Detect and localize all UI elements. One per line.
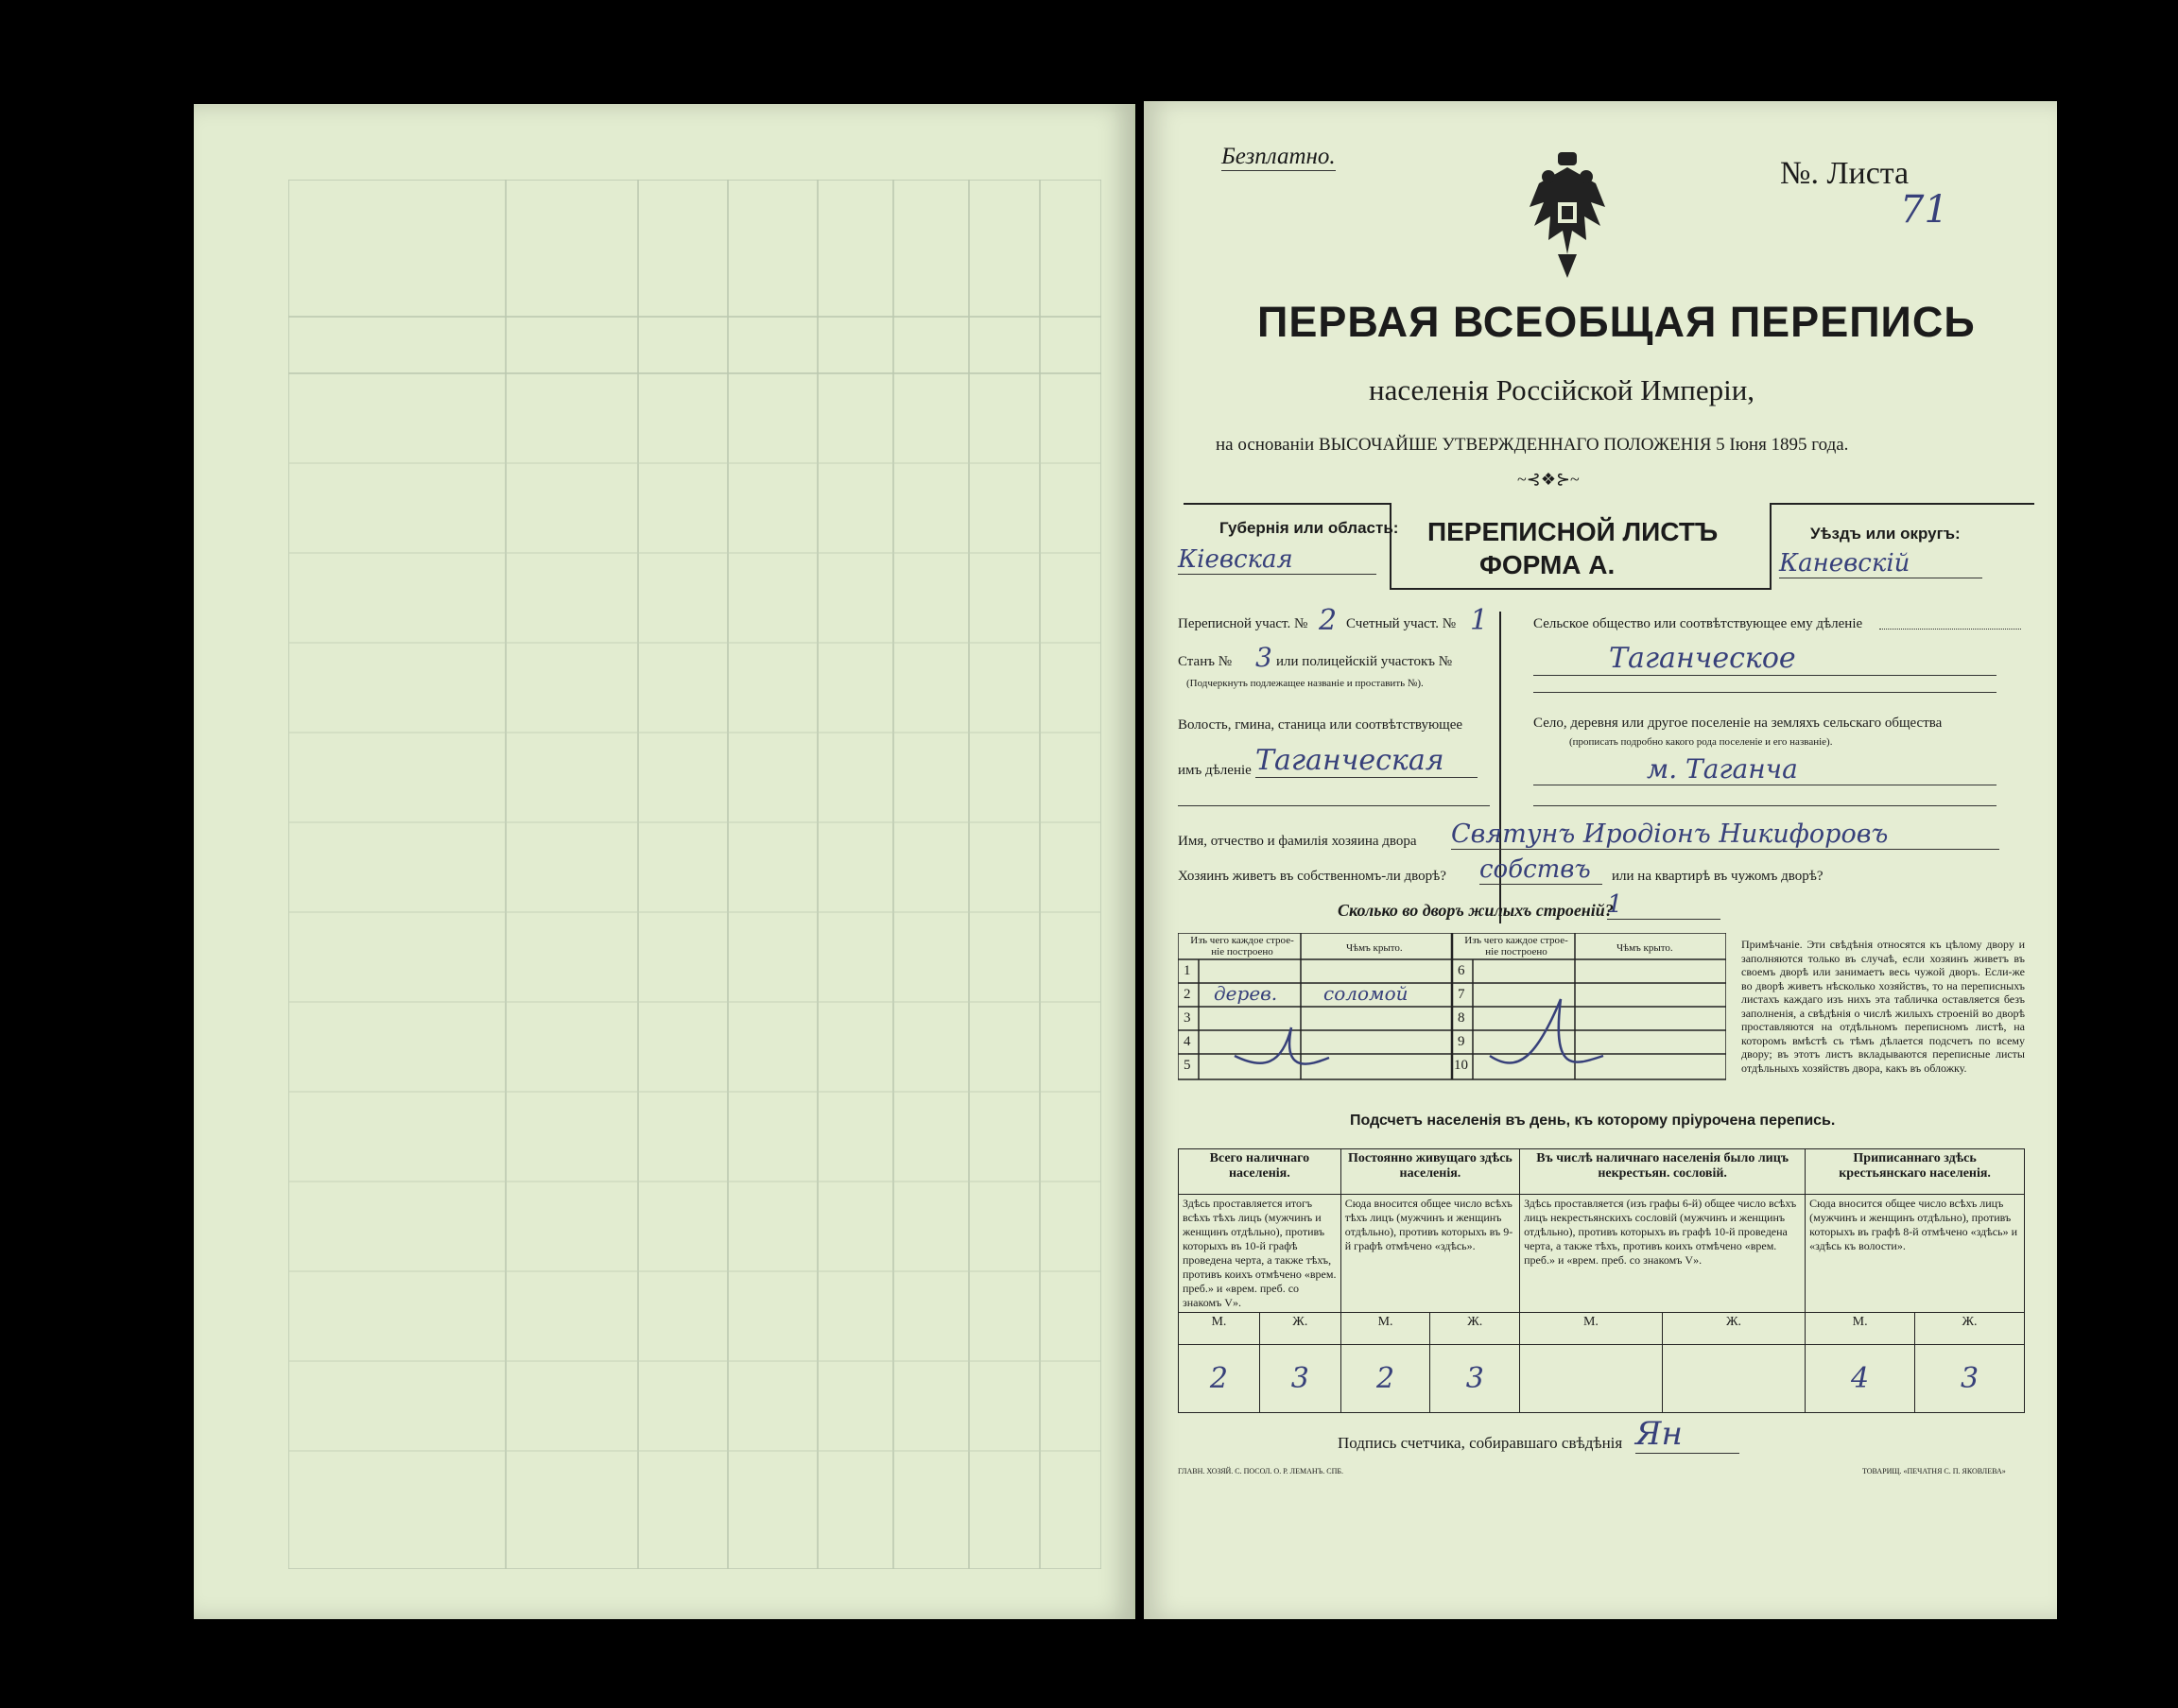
bt-col2-right: Чѣмъ крыто. (1616, 942, 1673, 954)
bt-col1-left: Изъ чего каждое строе-ніе построено (1190, 935, 1294, 958)
bt-row-8: 8 (1458, 1010, 1465, 1026)
owner-name-label: Имя, отчество и фамилія хозяина двора (1178, 834, 1417, 849)
bt-material-entry: дерев. (1214, 982, 1278, 1005)
uezd-label: Уѣздъ или округъ: (1810, 525, 1961, 543)
bt-row-7: 7 (1458, 987, 1465, 1002)
bt-row-5: 5 (1184, 1058, 1191, 1073)
left-page (194, 104, 1135, 1619)
tally-zh-1: Ж. (1259, 1313, 1340, 1345)
bt-row-2: 2 (1184, 987, 1191, 1002)
tally-value-3: 2 (1340, 1345, 1430, 1413)
volost-extra-line (1178, 805, 1490, 806)
society-value: Таганческое (1533, 642, 1996, 676)
bt-roof-entry: соломой (1323, 982, 1409, 1005)
buildings-value: 1 (1607, 890, 1720, 920)
page-title: ПЕРВАЯ ВСЕОБЩАЯ ПЕРЕПИСЬ (1257, 298, 1976, 346)
tally-desc-4: Сюда вносится общее число всѣхъ лицъ (мужчинъ и женщинъ отдѣльно), противъ которыхъ въ графѣ 8-й отмѣчено «здѣсь» и «здѣсь къ волости». (1806, 1195, 2025, 1313)
free-label: Безплатно. (1221, 144, 1336, 169)
ghost-table-lines (288, 180, 1101, 1569)
village-extra-line (1533, 805, 1996, 806)
stan-note: (Подчеркнуть подлежащее названіе и проставить №). (1186, 678, 1424, 689)
tally-zh-4: Ж. (1915, 1313, 2025, 1345)
volost-value: Таганческая (1255, 744, 1478, 778)
police-label: или полицейскій участокъ № (1276, 654, 1453, 669)
village-label: Село, деревня или другое поселеніе на земляхъ сельскаго общества (1533, 716, 1943, 731)
tally-value-7: 4 (1806, 1345, 1915, 1413)
uchastok-label: Переписной участ. № (1178, 616, 1308, 631)
schet-value: 1 (1470, 604, 1489, 637)
tally-table (1178, 1148, 2025, 1413)
tally-desc-2: Сюда вносится общее число всѣхъ тѣхъ лицъ (мужчинъ и женщинъ отдѣльно), противъ которыхъ въ 9-й графѣ отмѣчено «здѣсь». (1340, 1195, 1519, 1313)
tally-m-2: М. (1340, 1313, 1430, 1345)
uchastok-value: 2 (1319, 604, 1338, 637)
tally-m-4: М. (1806, 1313, 1915, 1345)
society-line (1879, 629, 2021, 630)
gubernia-value: Кіевская (1178, 545, 1376, 575)
gubernia-label: Губернія или область: (1219, 519, 1399, 537)
stan-label: Станъ № (1178, 654, 1233, 669)
sheet-title-2: ФОРМА А. (1479, 550, 1616, 579)
tally-value-2: 3 (1259, 1345, 1340, 1413)
village-value: м. Таганча (1533, 753, 1996, 785)
society-label: Сельское общество или соотвѣтствующее ему дѣленіе (1533, 616, 1863, 631)
village-note: (прописать подробно какого рода поселеніе и его названіе). (1569, 736, 1833, 748)
bt-row-4: 4 (1184, 1034, 1191, 1049)
sheet-title-1: ПЕРЕПИСНОЙ ЛИСТЪ (1427, 517, 1719, 546)
tally-value-6 (1662, 1345, 1805, 1413)
tally-value-8: 3 (1915, 1345, 2025, 1413)
volost-label: Волость, гмина, станица или соотвѣтствующее (1178, 717, 1463, 733)
bt-row-3: 3 (1184, 1010, 1191, 1026)
bt-row-6: 6 (1458, 963, 1465, 978)
owner-name-value: Святунъ Иродіонъ Никифоровъ (1451, 819, 1999, 850)
tally-zh-3: Ж. (1662, 1313, 1805, 1345)
imprint-right: ТОВАРИЩ. «ПЕЧАТНЯ С. П. ЯКОВЛЕВА» (1862, 1467, 2006, 1475)
tally-m-3: М. (1520, 1313, 1663, 1345)
bt-col2-left: Чѣмъ крыто. (1346, 942, 1403, 954)
sheet-number-value: 71 (1900, 188, 1948, 232)
tally-m-1: М. (1179, 1313, 1260, 1345)
tally-value-1: 2 (1179, 1345, 1260, 1413)
tally-desc-1: Здѣсь проставляется итогъ всѣхъ тѣхъ лицъ (мужчинъ и женщинъ отдѣльно), противъ которыхъ въ 10-й графѣ проведена черта, а также тѣхъ, противъ коихъ отмѣчено «врем. преб.» и «врем. преб. со знакомъ V». (1179, 1195, 1341, 1313)
tally-zh-2: Ж. (1430, 1313, 1520, 1345)
own-yard-label: Хозяинъ живетъ въ собственномъ-ли дворѣ? (1178, 869, 1446, 884)
volost-label2: имъ дѣленіе (1178, 763, 1252, 778)
society-extra-line (1533, 692, 1996, 693)
own-yard-label2: или на квартирѣ въ чужомъ дворѣ? (1612, 869, 1824, 884)
tally-header-2: Постоянно живущаго здѣсь населенія. (1340, 1149, 1519, 1195)
tally-title: Подсчетъ населенія въ день, къ которому пріурочена перепись. (1350, 1113, 1836, 1129)
sheet-number-label: №. Листа (1780, 156, 1910, 191)
double-headed-eagle-emblem (1520, 150, 1615, 283)
schet-label: Счетный участ. № (1346, 616, 1457, 631)
buildings-label: Сколько во дворъ жилыхъ строеній? (1338, 901, 1614, 920)
tally-header-1: Всего наличнаго населенія. (1179, 1149, 1341, 1195)
tally-header-3: Въ числѣ наличнаго населенія было лицъ некрестьян. сословій. (1520, 1149, 1806, 1195)
bt-row-9: 9 (1458, 1034, 1465, 1049)
tally-value-4: 3 (1430, 1345, 1520, 1413)
imprint-left: ГЛАВН. ХОЗЯЙ. С. ПОСОЛ. О. Р. ЛЕМАНЪ. СПБ. (1178, 1467, 1343, 1475)
signature-label: Подпись счетчика, собиравшаго свѣдѣнія (1338, 1434, 1623, 1452)
page-subtitle: населенія Россійской Имперіи, (1369, 373, 1755, 406)
signature-value: Ян (1635, 1415, 1739, 1454)
bt-row-1: 1 (1184, 963, 1191, 978)
bt-col1-right: Изъ чего каждое строе-ніе построено (1464, 935, 1568, 958)
uezd-value: Каневскій (1779, 549, 1982, 578)
tally-desc-3: Здѣсь проставляется (изъ графы 6-й) общее число всѣхъ лицъ некрестьянскихъ сословій (мужчинъ и женщинъ отдѣльно), противъ которыхъ въ графѣ 10-й проведена черта, а также тѣхъ, противъ коихъ отмѣчено «врем. преб.» и «врем. преб. со знакомъ V». (1520, 1195, 1806, 1313)
basis-line: на основаніи ВЫСОЧАЙШЕ УТВЕРЖДЕННАГО ПОЛОЖЕНІЯ 5 Іюня 1895 года. (1216, 435, 1849, 455)
ornament: ~⊰❖⊱~ (1517, 470, 1580, 489)
bt-row-10: 10 (1454, 1058, 1468, 1073)
own-yard-value: собствъ (1479, 855, 1602, 885)
right-page (1144, 101, 2057, 1619)
note-text: Примѣчаніе. Эти свѣдѣнія относятся къ цѣлому двору и заполняются только въ случаѣ, если хозяинъ живетъ въ своемъ дворѣ или занимаетъ весь чужой дворъ. Если-же во дворѣ живетъ нѣсколько хозяйствъ, то на переписныхъ листахъ каждаго изъ нихъ эта табличка оставляется безъ заполненія, а свѣдѣнія о числѣ жилыхъ строеній во дворѣ проставляются на отдѣльномъ переписномъ листѣ, на которомъ вмѣстѣ съ тѣмъ дѣлается подсчетъ по всему двору; въ этотъ листъ вкладываются переписные листы отдѣльныхъ хозяйствъ двора, какъ въ обложку. (1741, 938, 2025, 1075)
tally-value-5 (1520, 1345, 1663, 1413)
stan-value: 3 (1255, 642, 1272, 673)
tally-header-4: Приписаннаго здѣсь крестьянскаго населенія. (1806, 1149, 2025, 1195)
